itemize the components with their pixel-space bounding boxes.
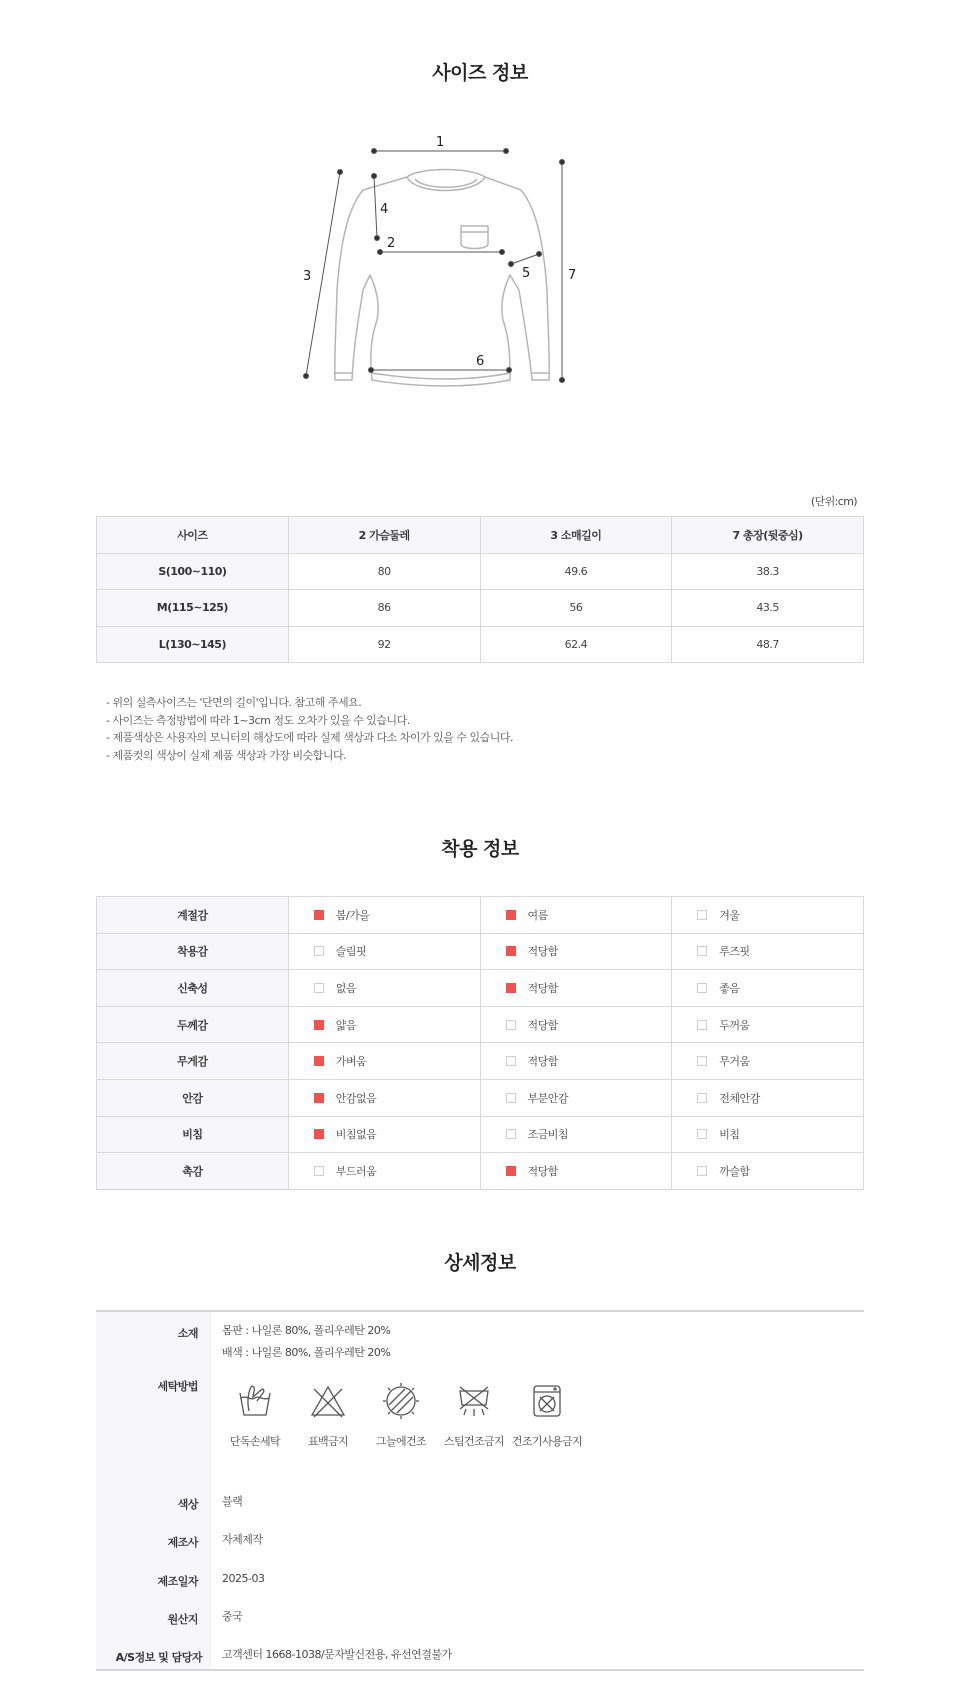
fit-option-label: 가벼움 xyxy=(335,1055,367,1069)
measure-label-7: 7 xyxy=(568,268,577,283)
length-value: 43.5 xyxy=(672,590,864,627)
fit-option xyxy=(288,1116,480,1153)
fit-option xyxy=(672,1006,864,1043)
fit-option-label: 부드러움 xyxy=(335,1164,377,1178)
size-name: L(130~145) xyxy=(97,626,289,663)
table-row xyxy=(97,897,864,934)
fit-option xyxy=(288,970,480,1007)
size-header-size: 사이즈 xyxy=(97,517,289,554)
fit-option xyxy=(480,1043,672,1080)
unchecked-box-icon xyxy=(697,910,707,920)
fit-option xyxy=(672,1079,864,1116)
table-row xyxy=(97,970,864,1007)
fit-row-label: 비침 xyxy=(97,1116,289,1153)
unchecked-box-icon xyxy=(314,946,324,956)
material-line: 몸판 : 나일론 80%, 폴리우레탄 20% xyxy=(222,1324,391,1337)
size-name: M(115~125) xyxy=(97,590,289,627)
sleeve-value: 49.6 xyxy=(480,553,672,590)
fit-option-label: 두꺼움 xyxy=(719,1018,750,1032)
wash-label-text: 스팀건조금지 xyxy=(443,1435,505,1448)
fit-option-label: 적당함 xyxy=(527,1018,558,1032)
measure-label-4: 4 xyxy=(380,202,389,217)
fit-option-label: 슬림핏 xyxy=(335,945,367,959)
note-line: - 제품색상은 사용자의 모니터의 해상도에 따라 실제 색상과 다소 차이가 있을 수 있습니다. xyxy=(106,731,513,744)
unchecked-box-icon xyxy=(697,1056,707,1066)
fit-option-label: 없음 xyxy=(335,981,357,995)
checked-box-icon xyxy=(506,946,516,956)
fit-option-label: 적당함 xyxy=(527,981,558,995)
fit-option-label: 적당함 xyxy=(527,1055,558,1069)
table-row xyxy=(97,626,864,663)
origin-label: 원산지 xyxy=(167,1613,198,1626)
unchecked-box-icon xyxy=(697,946,707,956)
table-row xyxy=(97,1153,864,1190)
fit-option xyxy=(288,1006,480,1043)
fit-option-label: 겨울 xyxy=(719,908,740,922)
hand-wash-icon xyxy=(235,1381,275,1421)
length-value: 48.7 xyxy=(672,626,864,663)
fit-row-label: 두께감 xyxy=(97,1006,289,1043)
measure-label-5: 5 xyxy=(522,266,531,281)
fit-option-label: 전체안감 xyxy=(719,1091,760,1105)
sleeve-value: 62.4 xyxy=(480,626,672,663)
size-header-chest: 2 가슴둘레 xyxy=(288,517,480,554)
wash-item xyxy=(361,1381,441,1449)
date-label: 제조일자 xyxy=(157,1575,198,1588)
fit-option xyxy=(288,1153,480,1190)
checked-box-icon xyxy=(314,1129,324,1139)
unchecked-box-icon xyxy=(506,1020,516,1030)
checked-box-icon xyxy=(314,1093,324,1103)
wash-item xyxy=(434,1381,514,1449)
note-line: - 사이즈는 측정방법에 따라 1~3cm 정도 오차가 있을 수 있습니다. xyxy=(106,713,410,727)
fit-option-label: 비침없음 xyxy=(335,1128,377,1142)
fit-option xyxy=(672,1153,864,1190)
maker-label: 제조사 xyxy=(167,1536,198,1549)
measure-label-6: 6 xyxy=(476,354,485,369)
fit-option-label: 조금비침 xyxy=(527,1128,569,1142)
table-row xyxy=(97,1079,864,1116)
fit-option xyxy=(288,1079,480,1116)
fit-option-label: 안감없음 xyxy=(335,1091,377,1105)
unchecked-box-icon xyxy=(697,1020,707,1030)
origin-value: 중국 xyxy=(222,1610,243,1623)
checked-box-icon xyxy=(506,1166,516,1176)
fit-option-label: 무거움 xyxy=(719,1055,750,1069)
fit-option-label: 부분안감 xyxy=(527,1091,569,1105)
fit-option xyxy=(672,1116,864,1153)
unchecked-box-icon xyxy=(697,983,707,993)
fit-option xyxy=(480,1153,672,1190)
unit-label: (단위:cm) xyxy=(810,495,857,508)
chest-value: 92 xyxy=(288,626,480,663)
unchecked-box-icon xyxy=(697,1093,707,1103)
maker-value: 자체제작 xyxy=(222,1533,263,1546)
measure-label-3: 3 xyxy=(303,269,312,284)
table-row xyxy=(97,1006,864,1043)
fit-option xyxy=(480,970,672,1007)
fit-option xyxy=(480,897,672,934)
fit-option-label: 적당함 xyxy=(527,945,558,959)
checked-box-icon xyxy=(314,1056,324,1066)
fit-option xyxy=(672,897,864,934)
fit-row-label: 안감 xyxy=(97,1079,289,1116)
wash-label: 세탁방법 xyxy=(157,1380,198,1393)
fit-option-label: 좋음 xyxy=(719,981,740,995)
detail-table xyxy=(96,1310,864,1671)
garment-measure-diagram xyxy=(303,135,650,430)
fit-option xyxy=(672,1043,864,1080)
table-row xyxy=(97,933,864,970)
sleeve-value: 56 xyxy=(480,590,672,627)
fit-option xyxy=(672,970,864,1007)
date-value: 2025-03 xyxy=(222,1572,265,1585)
material-label: 소재 xyxy=(177,1327,198,1340)
size-name: S(100~110) xyxy=(97,553,289,590)
fit-option-label: 루즈핏 xyxy=(719,945,750,959)
table-row xyxy=(97,590,864,627)
unchecked-box-icon xyxy=(506,1056,516,1066)
no-steam-dry-icon xyxy=(454,1381,494,1421)
fit-option-label: 적당함 xyxy=(527,1164,558,1178)
fit-row-label: 착용감 xyxy=(97,933,289,970)
fit-option-label: 까슬함 xyxy=(719,1164,750,1178)
fit-option-label: 얇음 xyxy=(335,1018,357,1032)
table-row xyxy=(97,1043,864,1080)
no-bleach-icon xyxy=(308,1381,348,1421)
wash-label-text: 단독손세탁 xyxy=(229,1435,281,1448)
color-label: 색상 xyxy=(177,1498,198,1511)
fit-option xyxy=(672,933,864,970)
fit-option xyxy=(480,1079,672,1116)
fit-option-label: 비침 xyxy=(719,1128,740,1142)
fit-option xyxy=(288,897,480,934)
measure-label-1: 1 xyxy=(436,135,445,150)
fit-option xyxy=(480,1006,672,1043)
fit-option-label: 봄/가을 xyxy=(335,908,370,922)
unchecked-box-icon xyxy=(697,1129,707,1139)
table-row xyxy=(97,1116,864,1153)
checked-box-icon xyxy=(506,910,516,920)
fit-info-title: 착용 정보 xyxy=(441,838,519,860)
wash-item xyxy=(507,1381,587,1449)
chest-value: 80 xyxy=(288,553,480,590)
fit-row-label: 촉감 xyxy=(97,1153,289,1190)
measure-label-2: 2 xyxy=(387,236,396,251)
size-table-header-row xyxy=(97,517,864,554)
checked-box-icon xyxy=(314,910,324,920)
no-tumble-dry-icon xyxy=(527,1381,567,1421)
note-line: - 제품컷의 색상이 실제 제품 색상과 가장 비슷합니다. xyxy=(106,748,347,762)
checked-box-icon xyxy=(314,1020,324,1030)
fit-option xyxy=(480,1116,672,1153)
unchecked-box-icon xyxy=(314,1166,324,1176)
fit-table xyxy=(96,896,864,1190)
shade-dry-icon xyxy=(381,1381,421,1421)
fit-row-label: 무게감 xyxy=(97,1043,289,1080)
unchecked-box-icon xyxy=(314,983,324,993)
fit-option xyxy=(288,1043,480,1080)
length-value: 38.3 xyxy=(672,553,864,590)
fit-row-label: 계절감 xyxy=(97,897,289,934)
wash-label-text: 표백금지 xyxy=(307,1435,349,1448)
unchecked-box-icon xyxy=(506,1129,516,1139)
wash-item xyxy=(288,1381,368,1449)
fit-option xyxy=(288,933,480,970)
wash-label-text: 건조기사용금지 xyxy=(511,1435,583,1448)
size-header-length: 7 총장(뒷중심) xyxy=(672,517,864,554)
fit-option xyxy=(480,933,672,970)
size-info-title: 사이즈 정보 xyxy=(432,62,528,84)
size-header-sleeve: 3 소매길이 xyxy=(480,517,672,554)
unchecked-box-icon xyxy=(697,1166,707,1176)
fit-row-label: 신축성 xyxy=(97,970,289,1007)
as-label: A/S정보 및 담당자 xyxy=(115,1651,202,1664)
fit-option-label: 여름 xyxy=(527,908,548,922)
color-value: 블랙 xyxy=(222,1495,243,1508)
table-row xyxy=(97,553,864,590)
size-notes xyxy=(106,694,513,764)
chest-value: 86 xyxy=(288,590,480,627)
wash-label-text: 그늘에건조 xyxy=(375,1435,427,1448)
as-value: 고객센터 1668-1038/문자발신전용, 유선연결불가 xyxy=(222,1648,452,1661)
checked-box-icon xyxy=(506,983,516,993)
wash-item xyxy=(215,1381,295,1449)
note-line: - 위의 실측사이즈는 '단면의 길이'입니다. 참고해 주세요. xyxy=(106,696,362,709)
size-table xyxy=(96,516,864,663)
material-line: 배색 : 나일론 80%, 폴리우레탄 20% xyxy=(222,1346,391,1359)
unchecked-box-icon xyxy=(506,1093,516,1103)
detail-info-title: 상세정보 xyxy=(444,1252,516,1274)
